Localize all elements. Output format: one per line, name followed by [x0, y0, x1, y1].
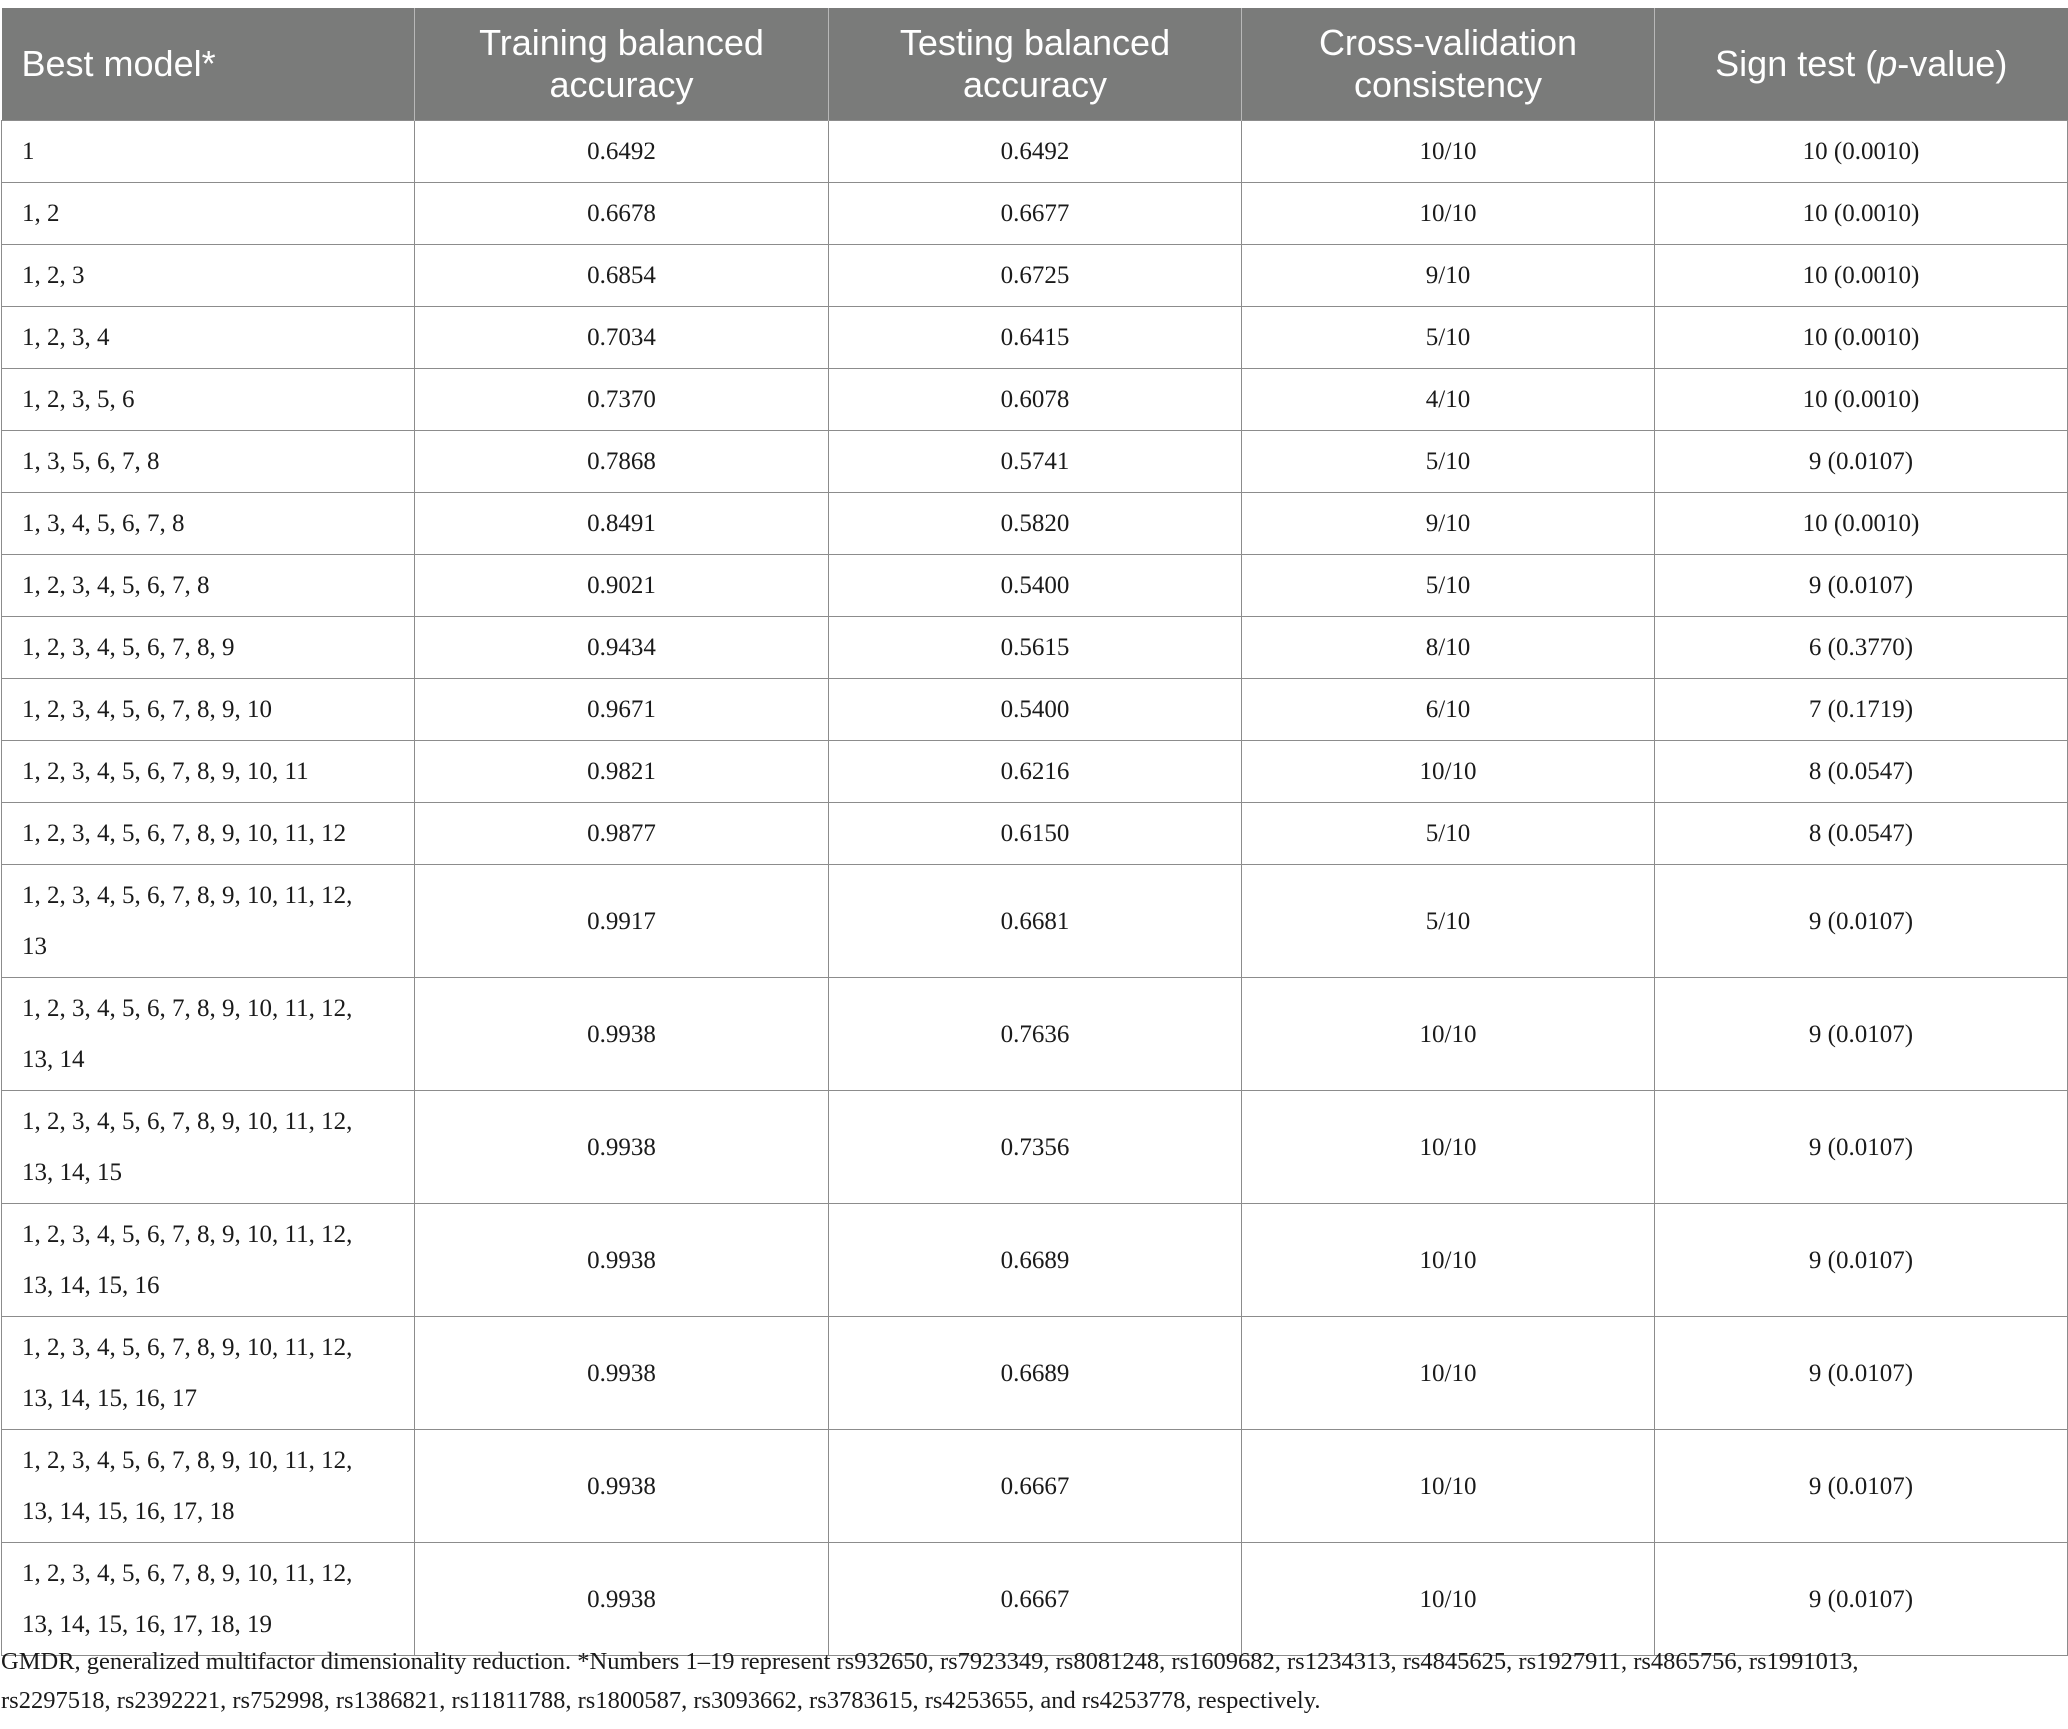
table-row — [2, 617, 2068, 679]
header-cv-line2: consistency — [1353, 64, 1543, 105]
footnote-line2: rs2297518, rs2392221, rs752998, rs1386821, rs11811788, rs1800587, rs3093662, rs3783615, rs4253655, and rs4253778, respectively. — [1, 1687, 1321, 1714]
cell-testing-accuracy: 0.5741 — [829, 431, 1242, 493]
table-row — [2, 1543, 2068, 1656]
cell-sign-test: 6 (0.3770) — [1655, 617, 2068, 679]
cell-cv-consistency: 10/10 — [1242, 1091, 1655, 1204]
header-sign-test — [1655, 8, 2068, 121]
footnote-line1: GMDR, generalized multifactor dimensionality reduction. *Numbers 1–19 represent rs932650, rs7923349, rs8081248, rs1609682, rs1234313, rs4845625, rs1927911, rs4865756, rs1991013, — [1, 1648, 1859, 1675]
model-text-line2: 13, 14, 15, 16, 17, 18 — [22, 1498, 235, 1525]
cell-best-model — [2, 741, 415, 803]
table-row — [2, 1204, 2068, 1317]
cell-testing-accuracy: 0.6681 — [829, 865, 1242, 978]
cell-testing-accuracy: 0.6689 — [829, 1204, 1242, 1317]
model-text: 1, 2, 3, 4 — [22, 324, 110, 351]
model-text: 1, 2, 3, 4, 5, 6, 7, 8, 9, 10, 11 — [22, 758, 309, 785]
model-text-line2: 13 — [22, 933, 47, 960]
cell-testing-accuracy: 0.6677 — [829, 183, 1242, 245]
cell-best-model — [2, 1317, 415, 1430]
cell-cv-consistency: 10/10 — [1242, 1430, 1655, 1543]
cell-cv-consistency: 10/10 — [1242, 1204, 1655, 1317]
cell-training-accuracy: 0.9938 — [415, 1543, 829, 1656]
header-training-line2: accuracy — [549, 64, 694, 105]
header-sign-italic: p — [1877, 43, 1898, 84]
cell-cv-consistency: 10/10 — [1242, 978, 1655, 1091]
cell-best-model — [2, 617, 415, 679]
cell-sign-test: 9 (0.0107) — [1655, 978, 2068, 1091]
cell-cv-consistency: 8/10 — [1242, 617, 1655, 679]
cell-testing-accuracy: 0.6725 — [829, 245, 1242, 307]
model-text: 1, 2, 3, 5, 6 — [22, 386, 135, 413]
cell-training-accuracy: 0.9021 — [415, 555, 829, 617]
model-text: 1, 2, 3 — [22, 262, 85, 289]
cell-sign-test: 9 (0.0107) — [1655, 1204, 2068, 1317]
cell-sign-test: 9 (0.0107) — [1655, 1430, 2068, 1543]
cell-sign-test: 10 (0.0010) — [1655, 245, 2068, 307]
cell-testing-accuracy: 0.6667 — [829, 1430, 1242, 1543]
cell-testing-accuracy: 0.5400 — [829, 555, 1242, 617]
table-row — [2, 865, 2068, 978]
table-row — [2, 493, 2068, 555]
model-text: 1, 2, 3, 4, 5, 6, 7, 8, 9, 10, 11, 12, — [22, 1108, 353, 1135]
cell-best-model — [2, 121, 415, 183]
cell-best-model — [2, 493, 415, 555]
cell-best-model — [2, 431, 415, 493]
cell-testing-accuracy: 0.7636 — [829, 978, 1242, 1091]
cell-training-accuracy: 0.9671 — [415, 679, 829, 741]
cell-training-accuracy: 0.6492 — [415, 121, 829, 183]
cell-sign-test: 9 (0.0107) — [1655, 1317, 2068, 1430]
cell-best-model — [2, 183, 415, 245]
cell-testing-accuracy: 0.7356 — [829, 1091, 1242, 1204]
model-text: 1, 2, 3, 4, 5, 6, 7, 8 — [22, 572, 210, 599]
cell-sign-test: 10 (0.0010) — [1655, 307, 2068, 369]
cell-training-accuracy: 0.9938 — [415, 1091, 829, 1204]
cell-training-accuracy: 0.9938 — [415, 1317, 829, 1430]
cell-best-model — [2, 865, 415, 978]
cell-training-accuracy: 0.6854 — [415, 245, 829, 307]
cell-cv-consistency: 10/10 — [1242, 121, 1655, 183]
model-text: 1, 2, 3, 4, 5, 6, 7, 8, 9, 10, 11, 12, — [22, 882, 353, 909]
cell-testing-accuracy: 0.5615 — [829, 617, 1242, 679]
model-text-line2: 13, 14, 15, 16, 17 — [22, 1385, 197, 1412]
model-text: 1, 3, 4, 5, 6, 7, 8 — [22, 510, 185, 537]
results-table-container — [1, 8, 2067, 1656]
cell-training-accuracy: 0.7370 — [415, 369, 829, 431]
table-row — [2, 741, 2068, 803]
header-testing-accuracy — [829, 8, 1242, 121]
model-text: 1, 2, 3, 4, 5, 6, 7, 8, 9, 10, 11, 12, — [22, 1221, 353, 1248]
cell-best-model — [2, 679, 415, 741]
header-testing-line1: Testing balanced — [899, 22, 1171, 63]
model-text: 1, 2, 3, 4, 5, 6, 7, 8, 9, 10 — [22, 696, 272, 723]
table-row — [2, 245, 2068, 307]
table-row — [2, 679, 2068, 741]
cell-cv-consistency: 10/10 — [1242, 1317, 1655, 1430]
header-cv-line1: Cross-validation — [1318, 22, 1578, 63]
cell-sign-test: 10 (0.0010) — [1655, 493, 2068, 555]
cell-testing-accuracy: 0.6415 — [829, 307, 1242, 369]
cell-sign-test: 9 (0.0107) — [1655, 1543, 2068, 1656]
cell-training-accuracy: 0.7868 — [415, 431, 829, 493]
cell-testing-accuracy: 0.6150 — [829, 803, 1242, 865]
header-testing-line2: accuracy — [962, 64, 1108, 105]
cell-best-model — [2, 307, 415, 369]
cell-best-model — [2, 245, 415, 307]
cell-testing-accuracy: 0.6492 — [829, 121, 1242, 183]
table-row — [2, 803, 2068, 865]
cell-training-accuracy: 0.9938 — [415, 978, 829, 1091]
model-text: 1, 2, 3, 4, 5, 6, 7, 8, 9 — [22, 634, 235, 661]
model-text: 1, 2, 3, 4, 5, 6, 7, 8, 9, 10, 11, 12, — [22, 995, 353, 1022]
cell-sign-test: 10 (0.0010) — [1655, 183, 2068, 245]
cell-training-accuracy: 0.9821 — [415, 741, 829, 803]
table-row — [2, 307, 2068, 369]
table-row — [2, 121, 2068, 183]
cell-sign-test: 9 (0.0107) — [1655, 1091, 2068, 1204]
cell-testing-accuracy: 0.5820 — [829, 493, 1242, 555]
cell-sign-test: 8 (0.0547) — [1655, 741, 2068, 803]
cell-cv-consistency: 5/10 — [1242, 307, 1655, 369]
header-row — [2, 8, 2068, 121]
cell-sign-test: 10 (0.0010) — [1655, 369, 2068, 431]
cell-best-model — [2, 978, 415, 1091]
table-row — [2, 1317, 2068, 1430]
model-text: 1, 2, 3, 4, 5, 6, 7, 8, 9, 10, 11, 12, — [22, 1560, 353, 1587]
table-row — [2, 555, 2068, 617]
model-text-line2: 13, 14, 15 — [22, 1159, 122, 1186]
cell-cv-consistency: 10/10 — [1242, 1543, 1655, 1656]
cell-best-model — [2, 1543, 415, 1656]
cell-testing-accuracy: 0.6689 — [829, 1317, 1242, 1430]
table-row — [2, 183, 2068, 245]
table-row — [2, 978, 2068, 1091]
cell-training-accuracy: 0.9877 — [415, 803, 829, 865]
header-sign-suffix: -value) — [1897, 43, 2008, 84]
cell-cv-consistency: 10/10 — [1242, 741, 1655, 803]
cell-sign-test: 9 (0.0107) — [1655, 431, 2068, 493]
cell-training-accuracy: 0.9917 — [415, 865, 829, 978]
cell-sign-test: 9 (0.0107) — [1655, 555, 2068, 617]
header-training-accuracy — [415, 8, 829, 121]
cell-cv-consistency: 9/10 — [1242, 493, 1655, 555]
cell-cv-consistency: 4/10 — [1242, 369, 1655, 431]
table-row — [2, 1091, 2068, 1204]
cell-training-accuracy: 0.8491 — [415, 493, 829, 555]
model-text: 1, 2, 3, 4, 5, 6, 7, 8, 9, 10, 11, 12 — [22, 820, 347, 847]
table-footnote — [1, 1642, 2061, 1720]
cell-sign-test: 10 (0.0010) — [1655, 121, 2068, 183]
cell-sign-test: 7 (0.1719) — [1655, 679, 2068, 741]
cell-cv-consistency: 5/10 — [1242, 555, 1655, 617]
cell-cv-consistency: 10/10 — [1242, 183, 1655, 245]
header-best-model: Best model* — [2, 8, 415, 121]
cell-testing-accuracy: 0.5400 — [829, 679, 1242, 741]
cell-best-model — [2, 1091, 415, 1204]
cell-testing-accuracy: 0.6667 — [829, 1543, 1242, 1656]
model-text-line2: 13, 14, 15, 16 — [22, 1272, 160, 1299]
cell-sign-test: 9 (0.0107) — [1655, 865, 2068, 978]
header-sign-prefix: Sign test ( — [1715, 43, 1878, 84]
cell-testing-accuracy: 0.6216 — [829, 741, 1242, 803]
model-text: 1, 2, 3, 4, 5, 6, 7, 8, 9, 10, 11, 12, — [22, 1447, 353, 1474]
model-text: 1, 3, 5, 6, 7, 8 — [22, 448, 160, 475]
cell-training-accuracy: 0.9938 — [415, 1204, 829, 1317]
cell-training-accuracy: 0.6678 — [415, 183, 829, 245]
cell-best-model — [2, 803, 415, 865]
table-header — [2, 8, 2068, 121]
cell-cv-consistency: 5/10 — [1242, 803, 1655, 865]
cell-training-accuracy: 0.9938 — [415, 1430, 829, 1543]
cell-training-accuracy: 0.7034 — [415, 307, 829, 369]
model-text: 1, 2, 3, 4, 5, 6, 7, 8, 9, 10, 11, 12, — [22, 1334, 353, 1361]
cell-best-model — [2, 555, 415, 617]
cell-best-model — [2, 1430, 415, 1543]
model-text: 1 — [22, 138, 35, 165]
table-row — [2, 369, 2068, 431]
cell-cv-consistency: 5/10 — [1242, 431, 1655, 493]
cell-cv-consistency: 5/10 — [1242, 865, 1655, 978]
cell-sign-test: 8 (0.0547) — [1655, 803, 2068, 865]
cell-cv-consistency: 9/10 — [1242, 245, 1655, 307]
cell-training-accuracy: 0.9434 — [415, 617, 829, 679]
header-cv-consistency — [1242, 8, 1655, 121]
cell-best-model — [2, 369, 415, 431]
model-text: 1, 2 — [22, 200, 60, 227]
model-text-line2: 13, 14 — [22, 1046, 85, 1073]
table-row — [2, 1430, 2068, 1543]
table-body — [2, 121, 2068, 1656]
model-text-line2: 13, 14, 15, 16, 17, 18, 19 — [22, 1611, 272, 1638]
cell-testing-accuracy: 0.6078 — [829, 369, 1242, 431]
cell-best-model — [2, 1204, 415, 1317]
header-training-line1: Training balanced — [479, 22, 764, 63]
table-row — [2, 431, 2068, 493]
cell-cv-consistency: 6/10 — [1242, 679, 1655, 741]
gmdr-results-table — [1, 8, 2068, 1656]
